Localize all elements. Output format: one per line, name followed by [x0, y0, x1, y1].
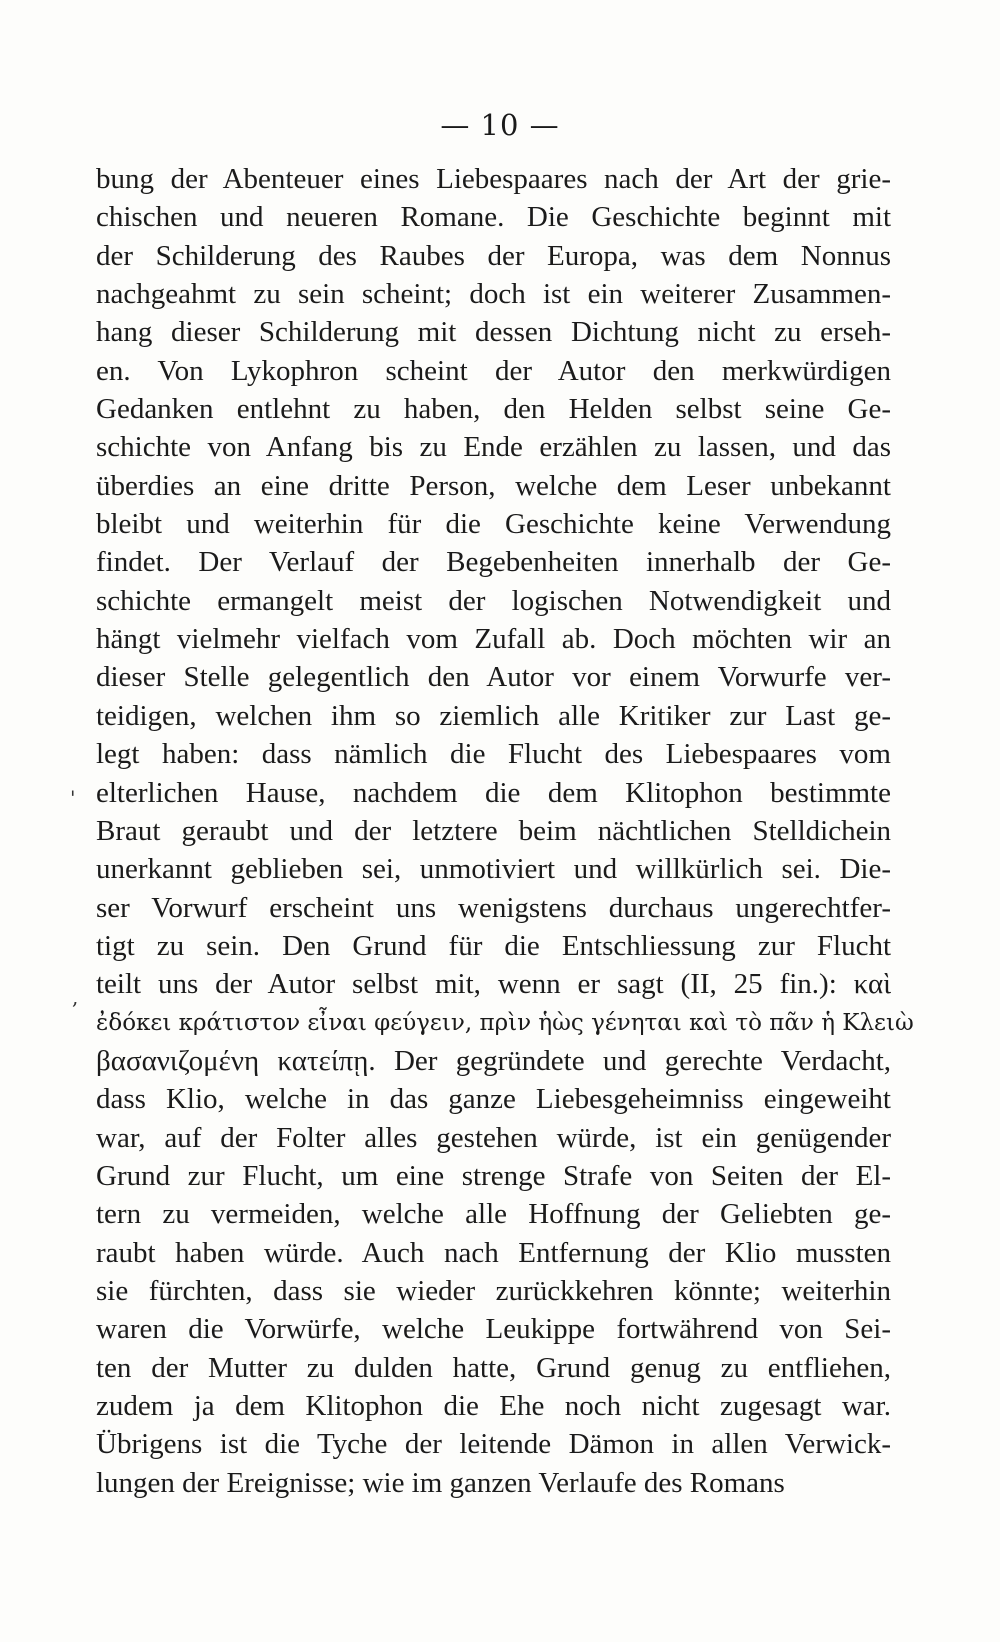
text-line: war, auf der Folter alles gestehen würde, ist ein genügender [96, 1121, 891, 1154]
text-line: tigt zu sein. Den Grund für die Entschliessung zur Flucht [96, 929, 891, 962]
text-line: Braut geraubt und der letztere beim nächtlichen Stelldichein [96, 814, 891, 847]
text-line: Übrigens ist die Tyche der leitende Dämon in allen Verwick- [96, 1428, 891, 1461]
text-line: dieser Stelle gelegentlich den Autor vor einem Vorwurfe ver- [96, 661, 891, 694]
text-line: überdies an eine dritte Person, welche dem Leser unbekannt [96, 469, 891, 502]
text-line: βασανιζομένη κατείπῃ. Der gegründete und gerechte Verdacht, [96, 1044, 891, 1077]
text-line: Gedanken entlehnt zu haben, den Helden selbst seine Ge- [96, 393, 891, 426]
text-line: ser Vorwurf erscheint uns wenigstens durchaus ungerechtfer- [96, 891, 891, 924]
text-line-greek: ἐδόκει κράτιστον εἶναι φεύγειν, πρὶν ἡὼς γένηται καὶ τὸ πᾶν ἡ Κλειὼ [96, 1009, 914, 1036]
page-number: — 10 — [440, 108, 560, 142]
text-line: der Schilderung des Raubes der Europa, was dem Nonnus [96, 239, 891, 272]
text-line: findet. Der Verlauf der Begebenheiten innerhalb der Ge- [96, 546, 891, 579]
text-line: unerkannt geblieben sei, unmotiviert und willkürlich sei. Die- [96, 853, 891, 886]
text-line: elterlichen Hause, nachdem die dem Klitophon bestimmte [96, 776, 891, 809]
text-line: hang dieser Schilderung mit dessen Dichtung nicht zu erseh- [96, 316, 891, 349]
text-line: teilt uns der Autor selbst mit, wenn er sagt (II, 25 fin.): καὶ [96, 968, 891, 1001]
text-line: lungen der Ereignisse; wie im ganzen Verlaufe des Romans [96, 1466, 785, 1499]
text-line: waren die Vorwürfe, welche Leukippe fortwährend von Sei- [96, 1313, 891, 1346]
text-line: schichte von Anfang bis zu Ende erzählen zu lassen, und das [96, 431, 891, 464]
margin-mark: , [72, 985, 79, 1009]
text-line: sie fürchten, dass sie wieder zurückkehren könnte; weiterhin [96, 1274, 891, 1307]
text-line: legt haben: dass nämlich die Flucht des Liebespaares vom [96, 738, 891, 771]
text-line: ten der Mutter zu dulden hatte, Grund genug zu entfliehen, [96, 1351, 891, 1384]
text-line: hängt vielmehr vielfach vom Zufall ab. Doch möchten wir an [96, 623, 891, 656]
text-line: nachgeahmt zu sein scheint; doch ist ein weiterer Zusammen- [96, 278, 891, 311]
text-line: chischen und neueren Romane. Die Geschichte beginnt mit [96, 201, 891, 234]
text-line: bung der Abenteuer eines Liebespaares nach der Art der grie- [96, 163, 891, 195]
text-line: tern zu vermeiden, welche alle Hoffnung der Geliebten ge- [96, 1198, 891, 1231]
text-line: dass Klio, welche in das ganze Liebesgeheimniss eingeweiht [96, 1083, 891, 1116]
text-line: Grund zur Flucht, um eine strenge Strafe von Seiten der El- [96, 1159, 891, 1192]
text-line: bleibt und weiterhin für die Geschichte keine Verwendung [96, 508, 891, 541]
margin-mark: ' [70, 786, 76, 810]
text-line: raubt haben würde. Auch nach Entfernung der Klio mussten [96, 1236, 891, 1269]
text-line: en. Von Lykophron scheint der Autor den merkwürdigen [96, 354, 891, 387]
text-line: schichte ermangelt meist der logischen Notwendigkeit und [96, 584, 891, 617]
body-text [96, 160, 914, 1502]
text-line: zudem ja dem Klitophon die Ehe noch nicht zugesagt war. [96, 1390, 891, 1422]
text-line: teidigen, welchen ihm so ziemlich alle Kritiker zur Last ge- [96, 699, 891, 732]
